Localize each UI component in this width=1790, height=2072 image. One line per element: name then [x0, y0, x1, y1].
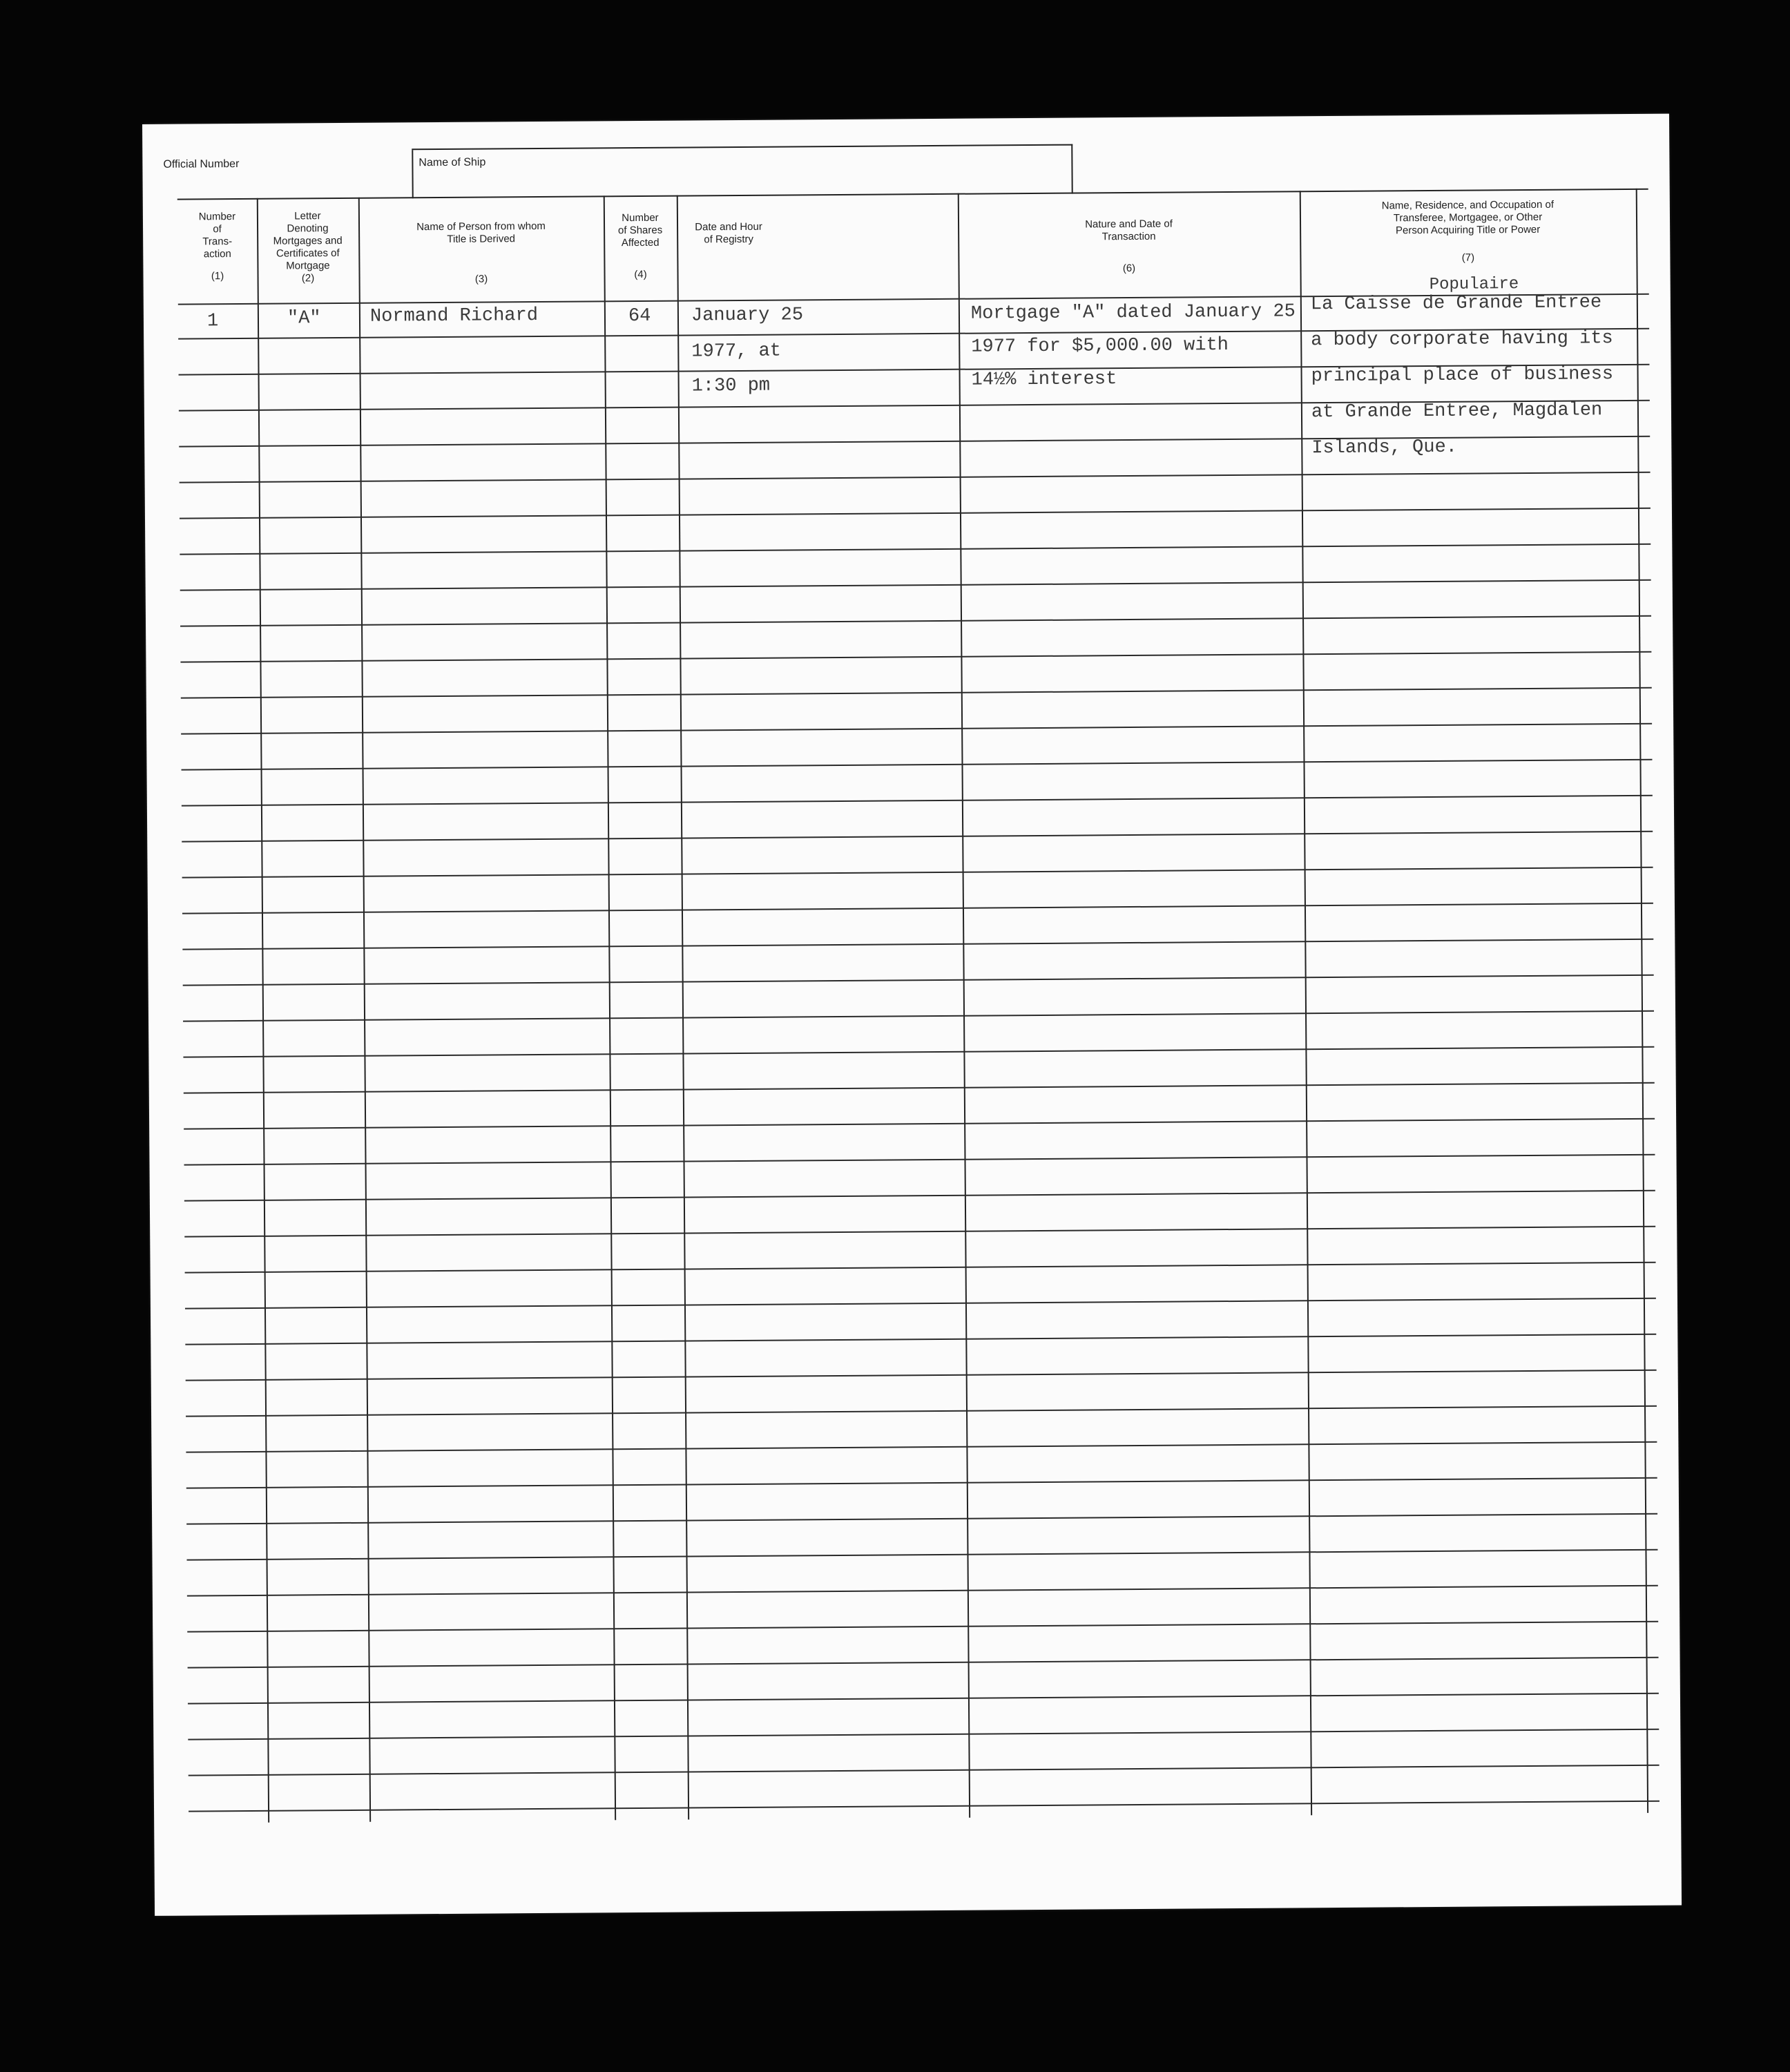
- official-number-label: Official Number: [163, 158, 240, 171]
- entry-transferee-line: Islands, Que.: [1311, 437, 1458, 459]
- rule-line: [182, 867, 1653, 879]
- rule-line: [186, 1441, 1657, 1453]
- entry-nature-line: Mortgage "A" dated January 25: [970, 301, 1296, 325]
- entry-date-line: 1977, at: [691, 340, 782, 363]
- rule-line: [187, 1549, 1658, 1561]
- column-3-number: (3): [474, 273, 488, 285]
- rule-line: [180, 544, 1651, 555]
- rule-line: [185, 1334, 1656, 1345]
- entry-nature-line: 14½% interest: [971, 369, 1117, 391]
- rule-line: [187, 1585, 1658, 1597]
- column-2-label: Letter Denoting Mortgages and Certificates of Mortgage: [273, 210, 343, 272]
- rule-line: [182, 759, 1653, 771]
- entry-shares: 64: [628, 305, 651, 327]
- entry-transaction-number: 1: [206, 311, 219, 332]
- rule-line: [184, 1154, 1655, 1166]
- rule-line: [183, 1010, 1654, 1022]
- rule-line: [186, 1406, 1657, 1417]
- rule-line: [184, 1226, 1655, 1238]
- rule-line: [181, 687, 1652, 699]
- rule-line: [180, 615, 1651, 627]
- entry-date-line: 1:30 pm: [691, 375, 771, 397]
- register-page: [142, 114, 1682, 1916]
- column-5-label: Date and Hour of Registry: [695, 220, 762, 246]
- rule-line: [184, 1118, 1655, 1130]
- rule-line: [182, 831, 1653, 843]
- column-1-number: (1): [211, 270, 224, 282]
- register-form: [177, 189, 1660, 1857]
- rule-line: [180, 579, 1651, 591]
- rule-line: [184, 1082, 1655, 1094]
- entry-mortgage-letter: "A": [287, 308, 321, 329]
- rule-line: [182, 903, 1653, 914]
- rule-line: [183, 1046, 1654, 1058]
- rule-line: [188, 1729, 1659, 1740]
- name-of-ship-cell: [412, 144, 1072, 199]
- rule-line: [185, 1262, 1656, 1274]
- column-6-number: (6): [1122, 262, 1136, 275]
- entry-date-line: January 25: [691, 305, 804, 327]
- rule-line: [181, 723, 1652, 735]
- entry-nature-line: 1977 for $5,000.00 with: [971, 335, 1229, 358]
- column-1-label: Number of Trans- action: [198, 211, 236, 260]
- rule-line: [180, 508, 1651, 519]
- rule-line: [185, 1298, 1656, 1310]
- ship-identification-box: [142, 146, 1071, 200]
- rule-line: [189, 1765, 1659, 1776]
- name-of-ship-label: Name of Ship: [418, 156, 486, 169]
- column-4-number: (4): [634, 268, 647, 281]
- rule-line: [184, 1190, 1655, 1202]
- rule-line: [189, 1801, 1659, 1812]
- entry-transferee-line: principal place of business: [1311, 364, 1614, 387]
- rule-line: [188, 1657, 1659, 1669]
- rule-line: [182, 795, 1653, 807]
- entry-transferee-line: at Grande Entree, Magdalen: [1311, 400, 1603, 423]
- column-4-label: Number of Shares Affected: [617, 211, 663, 249]
- column-3-label: Name of Person from whom Title is Derived: [416, 220, 546, 245]
- entry-transferee-line: a body corporate having its: [1311, 328, 1613, 352]
- entry-transferee-insert: Populaire: [1429, 275, 1519, 294]
- rule-line: [183, 975, 1654, 986]
- rule-line: [180, 472, 1651, 483]
- column-2-number: (2): [301, 272, 315, 285]
- rule-line: [186, 1370, 1657, 1381]
- entry-transferee-line: La Caisse de Grande Entree: [1310, 292, 1602, 316]
- rule-line: [186, 1513, 1657, 1525]
- rule-line: [186, 1477, 1657, 1489]
- column-7-number: (7): [1461, 251, 1475, 264]
- column-7-label: Name, Residence, and Occupation of Transferee, Mortgagee, or Other Person Acquiring Title or Power: [1381, 198, 1555, 237]
- rule-line: [188, 1693, 1659, 1705]
- rule-line: [187, 1621, 1658, 1633]
- rule-line: [182, 939, 1653, 950]
- entry-from-person: Normand Richard: [369, 305, 539, 327]
- official-number-cell: [142, 150, 413, 200]
- column-6-label: Nature and Date of Transaction: [1085, 218, 1173, 243]
- rule-line: [180, 651, 1651, 663]
